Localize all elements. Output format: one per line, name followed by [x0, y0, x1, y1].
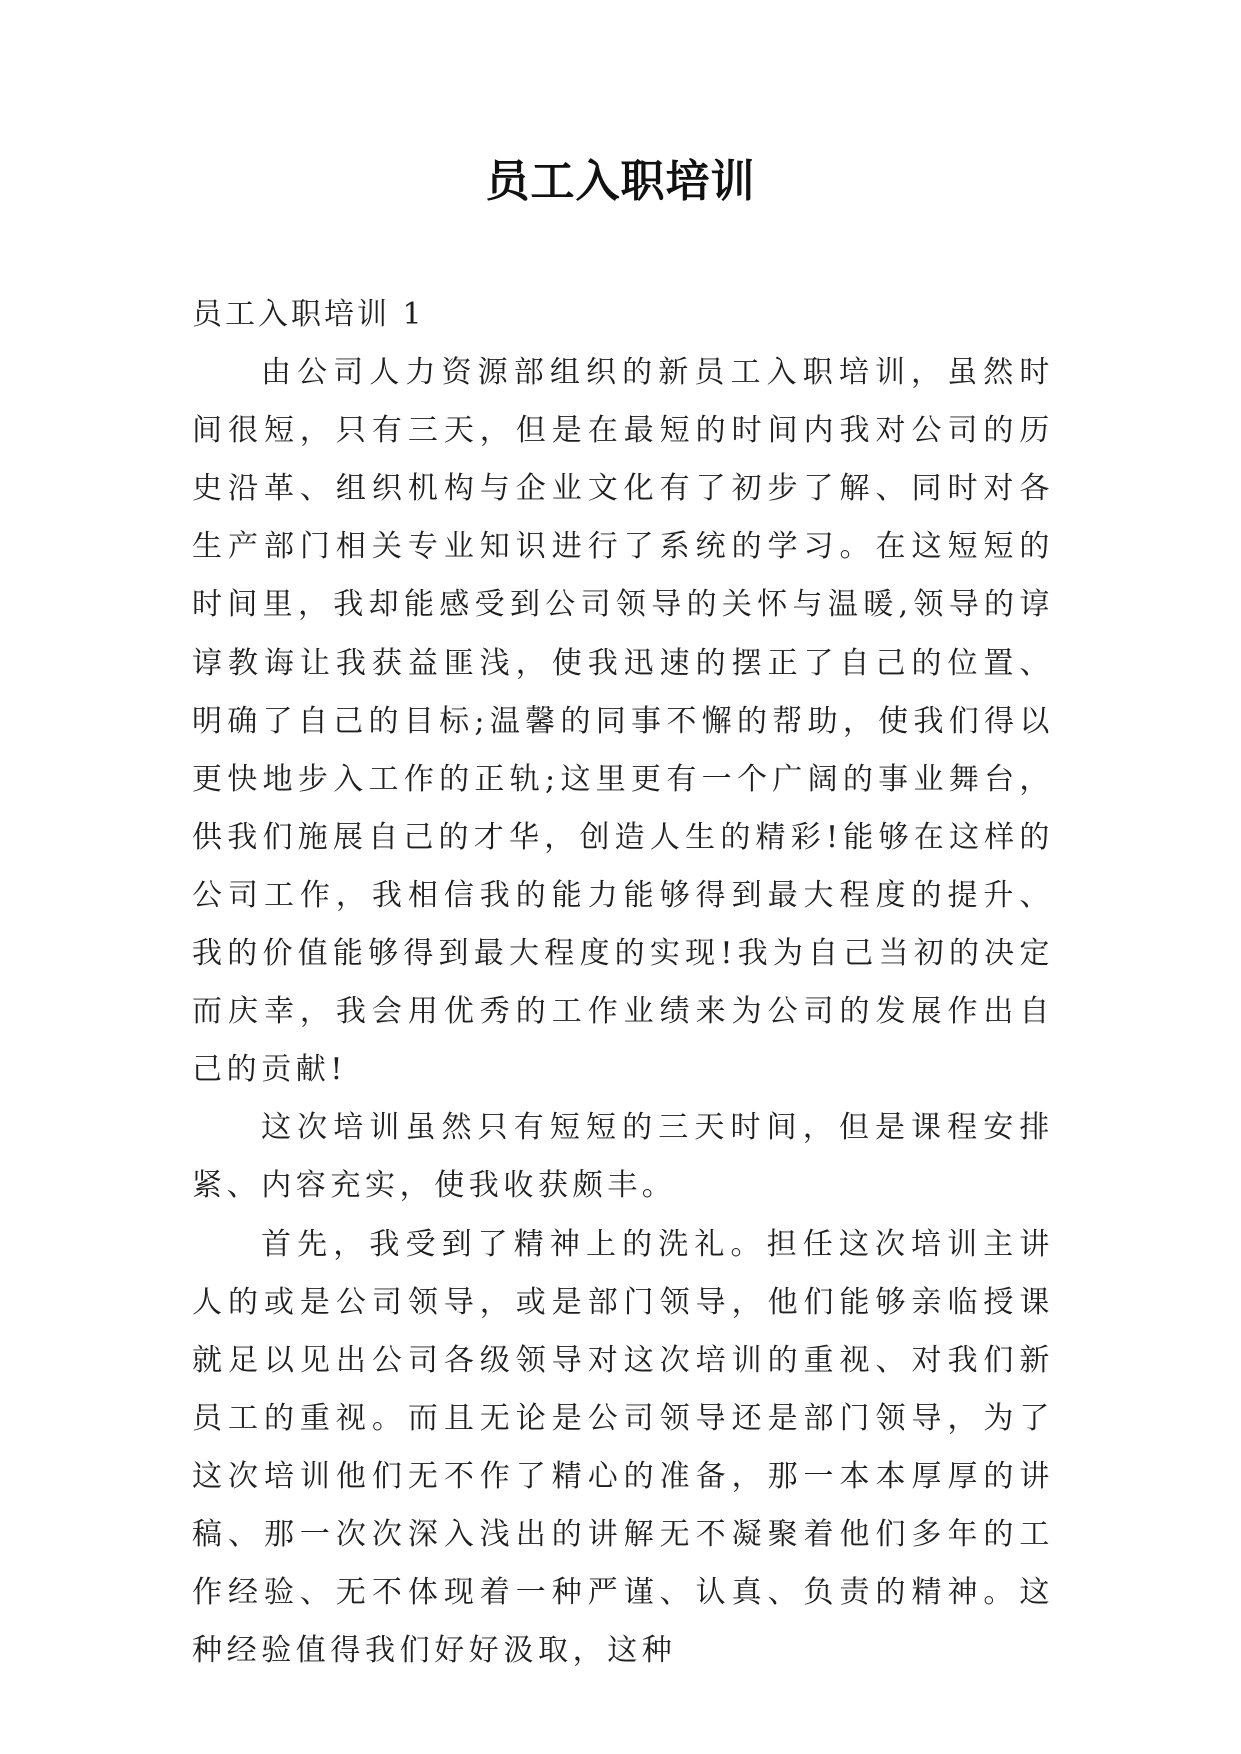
paragraph-3: 首先，我受到了精神上的洗礼。担任这次培训主讲人的或是公司领导，或是部门领导，他们能够亲临授课就足以见出公司各级领导对这次培训的重视、对我们新员工的重视。而且无论是公司领导还是部门领导，为了这次培训他们无不作了精心的准备，那一本本厚厚的讲稿、那一次次深入浅出的讲解无不凝聚着他们多年的工作经验、无不体现着一种严谨、认真、负责的精神。这种经验值得我们好好汲取，这种 — [192, 1226, 1054, 1669]
paragraph-2: 这次培训虽然只有短短的三天时间，但是课程安排紧、内容充实，使我收获颇丰。 — [192, 1110, 1054, 1204]
document-body — [192, 286, 1054, 1680]
document-title: 员工入职培训 — [485, 156, 756, 207]
paragraph-1: 由公司人力资源部组织的新员工入职培训，虽然时间很短，只有三天，但是在最短的时间内我对公司的历史沿革、组织机构与企业文化有了初步了解、同时对各生产部门相关专业知识进行了系统的学习。在这短短的时间里，我却能感受到公司领导的关怀与温暖,领导的谆谆教诲让我获益匪浅，使我迅速的摆正了自己的位置、明确了自己的目标;温馨的同事不懈的帮助，使我们得以更快地步入工作的正轨;这里更有一个广阔的事业舞台，供我们施展自己的才华，创造人生的精彩!能够在这样的公司工作，我相信我的能力能够得到最大程度的提升、我的价值能够得到最大程度的实现!我为自己当初的决定而庆幸，我会用优秀的工作业绩来为公司的发展作出自己的贡献! — [192, 355, 1054, 1088]
section-heading: 员工入职培训 1 — [192, 297, 425, 332]
